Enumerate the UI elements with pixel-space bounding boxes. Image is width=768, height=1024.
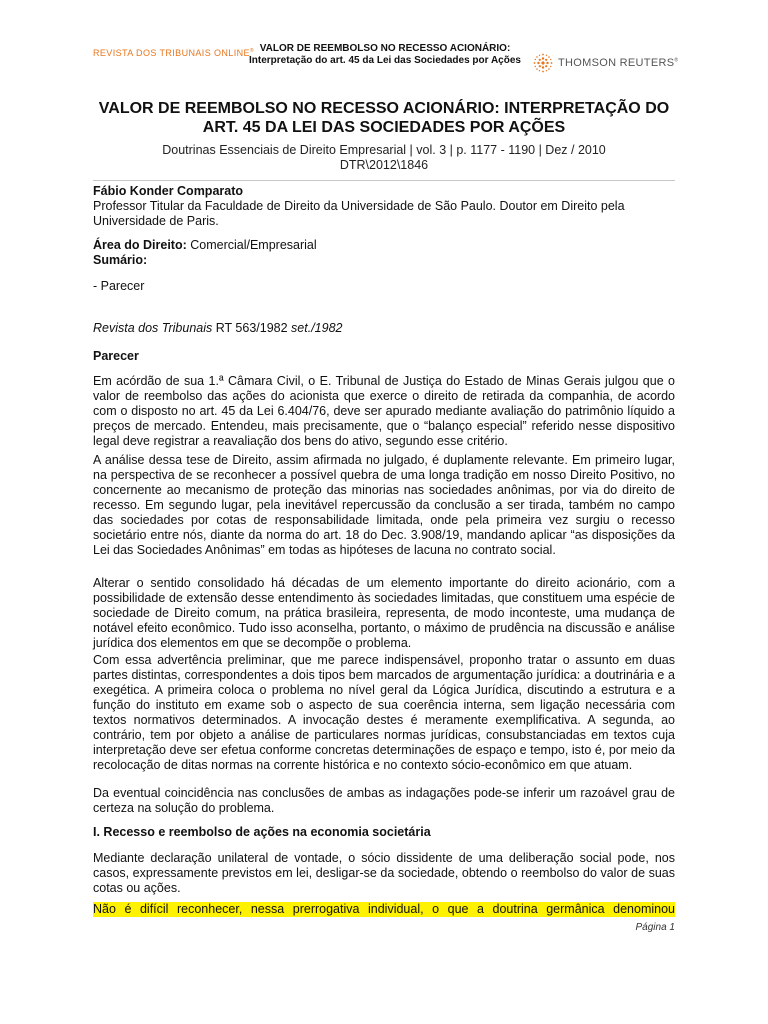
title-line1: VALOR DE REEMBOLSO NO RECESSO ACIONÁRIO: INTERPRETAÇÃO DO <box>98 100 670 117</box>
paragraph-1: Em acórdão de sua 1.ª Câmara Civil, o E. Tribunal de Justiça do Estado de Minas Gerais julgou que o valor de reembolso das ações do acionista que exerce o direito de retirada da companhia, de acordo com o disposto no art. 45 da Lei 6.404/76, deve ser apurado mediante avaliação do patrimônio líquido a preços de mercado. Entendeu, mais precisamente, que o “balanço especial” referido nesse dispositivo legal deve registrar a reavaliação dos bens do ativo, segundo esse critério. <box>93 374 675 448</box>
citation <box>93 321 675 336</box>
area-block <box>93 238 675 268</box>
paragraph-4: Com essa advertência preliminar, que me parece indispensável, proponho tratar o assunto em duas partes distintas, correspondentes a dois tipos bem marcados de argumentação jurídica: a doutrinária e a exegética. A primeira coloca o problema no nível geral da Lógica Jurídica, discutindo a estrutura e a função do instituto em exame sob o aspecto de sua coerência interna, sem ligação necessária com textos normativos determinados. A invocação destes é meramente exemplificativa. A segunda, ao contrário, tem por objeto a análise de particulares normas jurídicas, consubstanciadas em textos cuja interpretação deve ser efetua conforme concretas determinações de espaço e tempo, isto é, por meio da recolocação de ditas normas na corrente histórica e no contexto sócio-econômico em que atuam. <box>93 653 675 772</box>
sumario-item[interactable]: - Parecer <box>93 279 145 293</box>
paragraph-2: A análise dessa tese de Direito, assim afirmada no julgado, é duplamente relevante. Em primeiro lugar, na perspectiva de se reconhecer a possível quebra de uma longa tradição em nosso Direito Positivo, no concernente ao mecanismo de proteção das minorias nas sociedades anônimas, por via do direito de recesso. Em segundo lugar, pela inevitável repercussão da conclusão a ser tirada, também no campo das sociedades por cotas de responsabilidade limitada, onde pela primeira vez surgiu o recesso societário entre nós, diante da norma do art. 18 do Dec. 3.908/19, mandando aplicar “as disposições da Lei das Sociedades Anônimas” em todas as hipóteses de lacuna no contrato social. <box>93 453 675 557</box>
paragraph-6: Mediante declaração unilateral de vontade, o sócio dissidente de uma deliberação social pode, nos casos, expressamente previstos em lei, desligar-se da sociedade, obtendo o reembolso do valor de suas cotas ou ações. <box>93 851 675 895</box>
running-header <box>225 43 545 67</box>
sumario-label: Sumário: <box>93 253 148 267</box>
author-bio-line2: Universidade de Paris. <box>93 214 219 228</box>
highlighted-paragraph-7[interactable]: Não é difícil reconhecer, nessa prerrogativa individual, o que a doutrina germânica denominou <box>93 902 675 916</box>
source-line: Doutrinas Essenciais de Direito Empresarial | vol. 3 | p. 1177 - 1190 | Dez / 2010 <box>162 143 606 157</box>
area-label: Área do Direito: <box>93 238 187 252</box>
citation-ref: RT 563/1982 <box>212 321 292 335</box>
page-number: Página 1 <box>635 922 675 933</box>
section-heading-parecer: Parecer <box>93 349 139 363</box>
publisher-name: REVISTA DOS TRIBUNAIS ONLINE <box>93 48 250 58</box>
publisher-mark: ® <box>249 48 254 54</box>
document-id: DTR\2012\1846 <box>339 158 429 172</box>
area-line <box>93 238 675 253</box>
paragraph-7-container <box>93 902 675 917</box>
running-title-line2: Interpretação do art. 45 da Lei das Sociedades por Ações <box>249 55 521 66</box>
area-value: Comercial/Empresarial <box>186 238 317 252</box>
citation-journal: Revista dos Tribunais <box>93 321 213 335</box>
source-info <box>93 143 675 173</box>
section-heading-1: I. Recesso e reembolso de ações na economia societária <box>93 825 431 839</box>
running-title-line1: VALOR DE REEMBOLSO NO RECESSO ACIONÁRIO: <box>259 43 511 54</box>
paragraph-3: Alterar o sentido consolidado há décadas de um elemento importante do direito acionário, com a possibilidade de extensão desse entendimento às sociedades limitadas, que constituem uma espécie de sociedade de Direito comum, na prática brasileira, representa, de modo inconteste, uma mudança de notável efeito econômico. Tudo isso aconselha, portanto, o máximo de prudência na discussão e análise jurídica dos elementos em que se decompõe o problema. <box>93 576 675 650</box>
author-block <box>93 184 675 229</box>
thomson-reuters-dot-icon <box>532 52 554 74</box>
title-line2: ART. 45 DA LEI DAS SOCIEDADES POR AÇÕES <box>202 119 566 136</box>
thomson-reuters-logo <box>532 52 678 74</box>
author-name: Fábio Konder Comparato <box>93 184 244 198</box>
paragraph-5: Da eventual coincidência nas conclusões de ambas as indagações pode-se inferir um razoável grau de certeza na solução do problema. <box>93 786 675 815</box>
author-bio-line1: Professor Titular da Faculdade de Direito da Universidade de São Paulo. Doutor em Direito pela <box>93 199 625 213</box>
header-divider <box>93 180 675 181</box>
document-title <box>93 99 675 137</box>
brand-name: THOMSON REUTERS® <box>558 57 679 69</box>
citation-date: set./1982 <box>291 321 343 335</box>
